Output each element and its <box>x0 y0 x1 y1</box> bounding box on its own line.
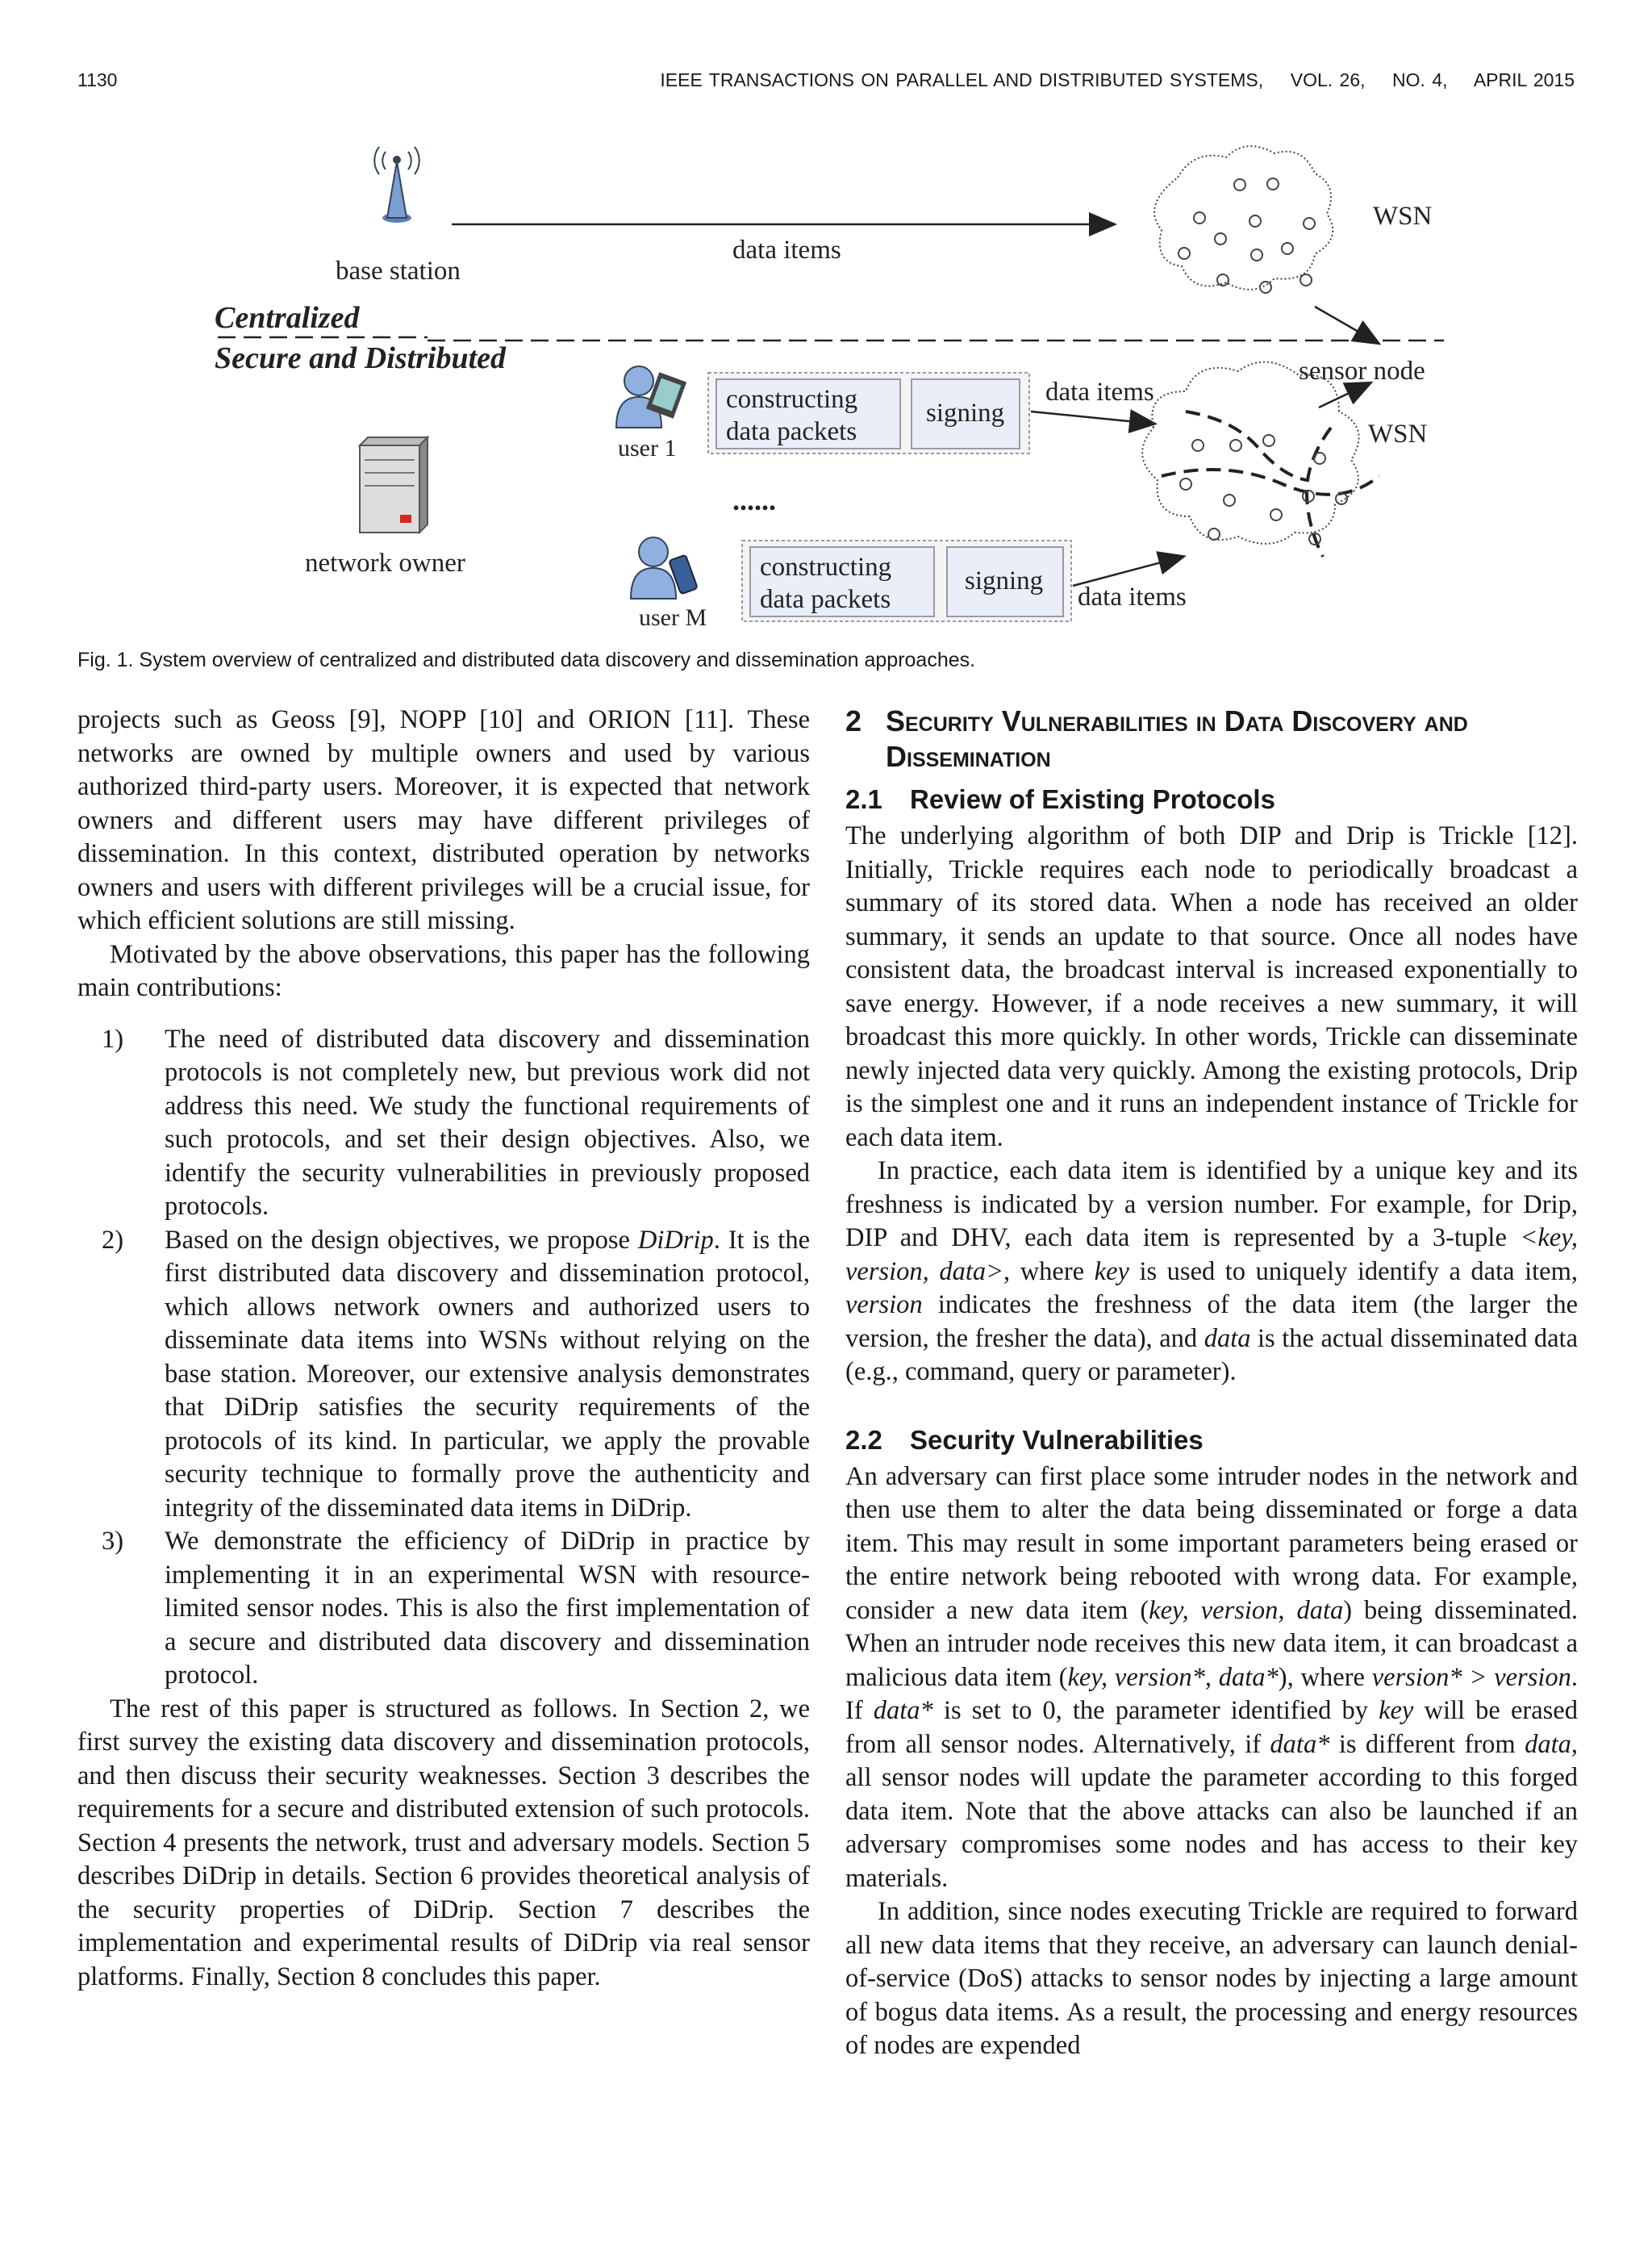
subsection-heading: 2.2 Security Vulnerabilities <box>845 1424 1204 1455</box>
right-column <box>845 704 1578 2063</box>
label-constructing-2b: data packets <box>760 585 891 614</box>
system-overview-diagram <box>186 137 1476 637</box>
paragraph: In practice, each data item is identified by a unique key and its freshness is indicated by a version number. For example, for Drip, DIP and DHV, each data item is represented by a 3-tuple <key, version, data>, where key is used to uniquely identify a data item, version indicates the freshness of the data item (the larger the version, the fresher the data), and data is the actual disseminated data (e.g., command, query or parameter). <box>845 1156 1578 1386</box>
label-constructing-1a: constructing <box>726 385 858 414</box>
base-station-icon <box>374 147 419 223</box>
label-user-m: user M <box>639 604 707 631</box>
label-secure-distributed: Secure and Distributed <box>215 341 507 375</box>
contributions-list <box>77 1023 810 1693</box>
paragraph: Motivated by the above observations, this paper has the following main contributions: <box>77 939 810 1002</box>
label-data-items-top: data items <box>732 236 841 265</box>
label-ellipsis: ...... <box>732 484 776 516</box>
subsection-heading: 2.1 Review of Existing Protocols <box>845 784 1275 814</box>
list-item: 1) The need of distributed data discovery and dissemination protocols is not completely new, but previous work did not address this need. We study the functional requirements of such protocols, and set their design objectives. Also, we identify the security vulnerabilities in previously proposed protocols. <box>102 1024 810 1221</box>
label-signing-1: signing <box>926 399 1005 428</box>
label-user-1: user 1 <box>618 435 677 462</box>
user-m-icon <box>631 537 698 599</box>
label-base-station: base station <box>336 257 461 286</box>
label-data-items-mid: data items <box>1045 378 1154 407</box>
paragraph: In addition, since nodes executing Trickle are required to forward all new data items that they receive, an adversary can launch denial-of-service (DoS) attacks to sensor nodes by injecting a large amount of bogus data items. As a result, the processing and energy resources of nodes are expended <box>845 1897 1578 2060</box>
label-centralized: Centralized <box>215 301 360 335</box>
figure-1 <box>186 137 1476 637</box>
wsn-cloud-bottom <box>1142 362 1379 557</box>
label-wsn-bottom: WSN <box>1368 420 1428 449</box>
list-item: 3) We demonstrate the efficiency of DiDrip in practice by implementing it in an experimental WSN with resource-limited sensor nodes. This is also the first implementation of a secure and distributed data discovery and dissemination protocol. <box>102 1527 810 1690</box>
figure-caption: Fig. 1. System overview of centralized and distributed data discovery and dissemination approaches. <box>77 649 976 671</box>
paragraph: The rest of this paper is structured as follows. In Section 2, we first survey the existing data discovery and dissemination protocols, and then discuss their security weaknesses. Section 3 describes the requirements for a secure and distributed extension of such protocols. Section 4 presents the network, trust and adversary models. Section 5 describes DiDrip in details. Section 6 provides theoretical analysis of the security properties of DiDrip. Section 7 describes the implementation and experimental results of DiDrip via real sensor platforms. Finally, Section 8 concludes this paper. <box>77 1694 810 1991</box>
paragraph: The underlying algorithm of both DIP and Drip is Trickle [12]. Initially, Trickle requires each node to periodically broadcast a summary of its stored data. When a node has received an older summary, it sends an update to that source. Once all nodes have consistent data, the broadcast interval is increased exponentially to save energy. However, if a node receives a new summary, it will broadcast this more quickly. In other words, Trickle can disseminate newly injected data very quickly. Among the existing protocols, Drip is the simplest one and it runs an independent instance of Trickle for each data item. <box>845 821 1578 1152</box>
label-wsn-top: WSN <box>1373 202 1433 231</box>
label-constructing-1b: data packets <box>726 417 857 446</box>
wsn-cloud-top <box>1154 146 1333 293</box>
network-owner-server-icon <box>360 437 428 533</box>
page-number: 1130 <box>77 69 118 90</box>
paragraph: projects such as Geoss [9], NOPP [10] and ORION [11]. These networks are owned by multiple owners and used by various authorized third-party users. Moreover, it is expected that network owners and different users may have different privileges of dissemination. In this context, distributed operation by networks owners and users with different privileges will be a crucial issue, for which efficient solutions are still missing. <box>77 705 810 935</box>
paragraph: An adversary can first place some intruder nodes in the network and then use them to alter the data being disseminated or forge a data item. This may result in some important parameters being erased or the entire network being rebooted with wrong data. For example, consider a new data item (key, version, data) being disseminated. When an intruder node receives this new data item, it can broadcast a malicious data item (key, version*, data*), where version* > version. If data* is set to 0, the parameter identified by key will be erased from all sensor nodes. Alternatively, if data* is different from data, all sensor nodes will update the parameter according to this forged data item. Note that the above attacks can also be launched if an adversary compromises some nodes and has access to their key materials. <box>845 1461 1579 1893</box>
label-signing-2: signing <box>965 566 1044 595</box>
running-header <box>77 69 1575 102</box>
label-sensor-node: sensor node <box>1299 357 1425 386</box>
section-heading: 2 Security Vulnerabilities in Data Discovery and Dissemination <box>845 704 1468 773</box>
label-constructing-2a: constructing <box>760 553 892 582</box>
label-data-items-bottom: data items <box>1078 583 1187 612</box>
journal-title: IEEE TRANSACTIONS ON PARALLEL AND DISTRIBUTED SYSTEMS, VOL. 26, NO. 4, APRIL 2015 <box>660 69 1575 90</box>
left-column <box>77 704 810 1994</box>
user-1-icon <box>616 366 686 428</box>
label-network-owner: network owner <box>305 549 465 578</box>
list-item: 2) Based on the design objectives, we propose DiDrip. It is the first distributed data discovery and dissemination protocol, which allows network owners and authorized users to disseminate data items into WSNs without relying on the base station. Moreover, our extensive analysis demonstrates that DiDrip satisfies the security requirements of the protocols of its kind. In particular, we apply the provable security technique to formally prove the authenticity and integrity of the disseminated data items in DiDrip. <box>102 1225 810 1523</box>
